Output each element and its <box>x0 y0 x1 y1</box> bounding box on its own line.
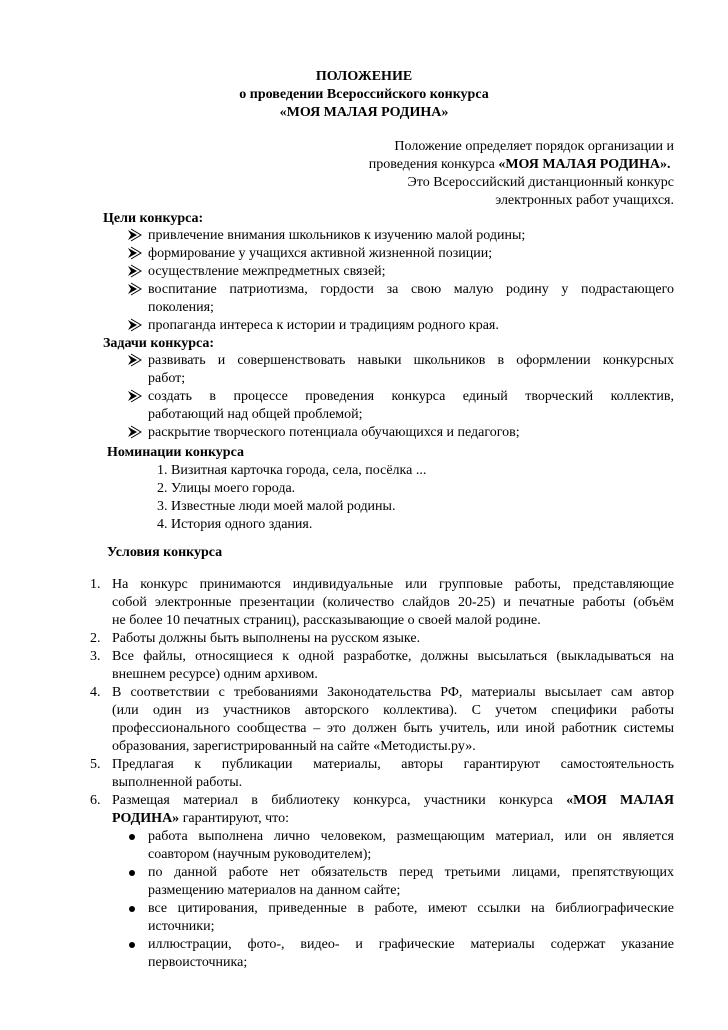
condition-number: 6. <box>90 793 101 808</box>
arrow-bullet-icon <box>127 228 143 242</box>
guarantee-item-continuation: первоисточника; <box>148 955 248 970</box>
bullet-dot-icon <box>129 906 135 912</box>
guarantee-item-continuation: размещению материалов на данном сайте; <box>148 883 401 898</box>
condition-line: профессионального сообщества – это должен быть учитель, или иной работник системы <box>112 721 674 736</box>
task-item: развивать и совершенствовать навыки школьников в оформлении конкурсных <box>148 353 674 368</box>
guarantee-item: работа выполнена лично человеком, размещающим материал, или он является <box>148 829 674 844</box>
guarantee-item: иллюстрации, фото-, видео- и графические материалы содержат указание <box>148 937 674 952</box>
conditions-heading: Условия конкурса <box>107 545 223 560</box>
intro-line-1: Положение определяет порядок организации и <box>394 139 674 154</box>
condition-line: внешнем ресурсе) одним архивом. <box>112 667 318 682</box>
bullet-dot-icon <box>129 870 135 876</box>
document-title: ПОЛОЖЕНИЕ <box>315 69 413 84</box>
guarantee-item: все цитирования, приведенные в работе, имеют ссылки на библиографические <box>148 901 674 916</box>
nomination-item: 2. Улицы моего города. <box>157 481 296 496</box>
condition-line: РОДИНА» гарантируют, что: <box>112 811 289 826</box>
condition-line: выполненной работы. <box>112 775 243 790</box>
goal-item: пропаганда интереса к истории и традициям родного края. <box>148 318 499 333</box>
arrow-bullet-icon <box>127 318 143 332</box>
intro-line-2: проведения конкурса «МОЯ МАЛАЯ РОДИНА». <box>368 157 671 172</box>
nomination-item: 3. Известные люди моей малой родины. <box>157 499 396 514</box>
condition-number: 2. <box>90 631 101 646</box>
arrow-bullet-icon <box>127 353 143 367</box>
condition-line: На конкурс принимаются индивидуальные или групповые работы, представляющие <box>112 577 674 592</box>
arrow-bullet-icon <box>127 425 143 439</box>
task-item-continuation: работающий над общей проблемой; <box>148 407 363 422</box>
goal-item: привлечение внимания школьников к изучению малой родины; <box>148 228 526 243</box>
condition-number: 1. <box>90 577 101 592</box>
condition-line: Все файлы, относящиеся к одной разработке, должны высылаться (выкладываться на <box>112 649 674 664</box>
intro-line-4: электронных работ учащихся. <box>495 193 674 208</box>
condition-line: В соответствии с требованиями Законодательства РФ, материалы высылает сам автор <box>112 685 674 700</box>
contest-name: «МОЯ МАЛАЯ РОДИНА» <box>279 105 449 120</box>
intro-line-3: Это Всероссийский дистанционный конкурс <box>407 175 674 190</box>
arrow-bullet-icon <box>127 264 143 278</box>
arrow-bullet-icon <box>127 389 143 403</box>
tasks-heading: Задачи конкурса: <box>103 336 215 351</box>
nomination-item: 1. Визитная карточка города, села, посёлка ... <box>157 463 427 478</box>
bullet-dot-icon <box>129 834 135 840</box>
task-item-continuation: работ; <box>148 371 186 386</box>
goals-heading: Цели конкурса: <box>103 211 204 226</box>
guarantee-item-continuation: соавтором (научным руководителем); <box>148 847 372 862</box>
goal-item: формирование у учащихся активной жизненной позиции; <box>148 246 493 261</box>
goal-item-continuation: поколения; <box>148 300 214 315</box>
bullet-dot-icon <box>129 942 135 948</box>
nomination-item: 4. История одного здания. <box>157 517 313 532</box>
condition-line: собой электронные презентации (количество слайдов 20-25) и печатные работы (объём <box>112 595 674 610</box>
task-item: раскрытие творческого потенциала обучающихся и педагогов; <box>148 425 520 440</box>
condition-line: Предлагая к публикации материалы, авторы гарантируют самостоятельность <box>112 757 674 772</box>
goal-item: воспитание патриотизма, гордости за свою малую родину у подрастающего <box>148 282 674 297</box>
condition-line: не более 10 печатных страниц), рассказывающие о своей малой родине. <box>112 613 541 628</box>
guarantee-item: по данной работе нет обязательств перед третьими лицами, препятствующих <box>148 865 674 880</box>
goal-item: осуществление межпредметных связей; <box>148 264 386 279</box>
task-item: создать в процессе проведения конкурса единый творческий коллектив, <box>148 389 674 404</box>
condition-line: Работы должны быть выполнены на русском языке. <box>112 631 421 646</box>
arrow-bullet-icon <box>127 282 143 296</box>
condition-number: 4. <box>90 685 101 700</box>
guarantee-item-continuation: источники; <box>148 919 215 934</box>
condition-line: Размещая материал в библиотеку конкурса, участники конкурса «МОЯ МАЛАЯ <box>112 793 674 808</box>
document-subtitle: о проведении Всероссийского конкурса <box>239 87 489 102</box>
nominations-heading: Номинации конкурса <box>107 445 244 460</box>
condition-number: 5. <box>90 757 101 772</box>
arrow-bullet-icon <box>127 246 143 260</box>
condition-line: (или один из участников авторского коллектива). С учетом специфики работы <box>112 703 674 718</box>
condition-number: 3. <box>90 649 101 664</box>
condition-line: образования, зарегистрированный на сайте «Методисты.ру». <box>112 739 476 754</box>
